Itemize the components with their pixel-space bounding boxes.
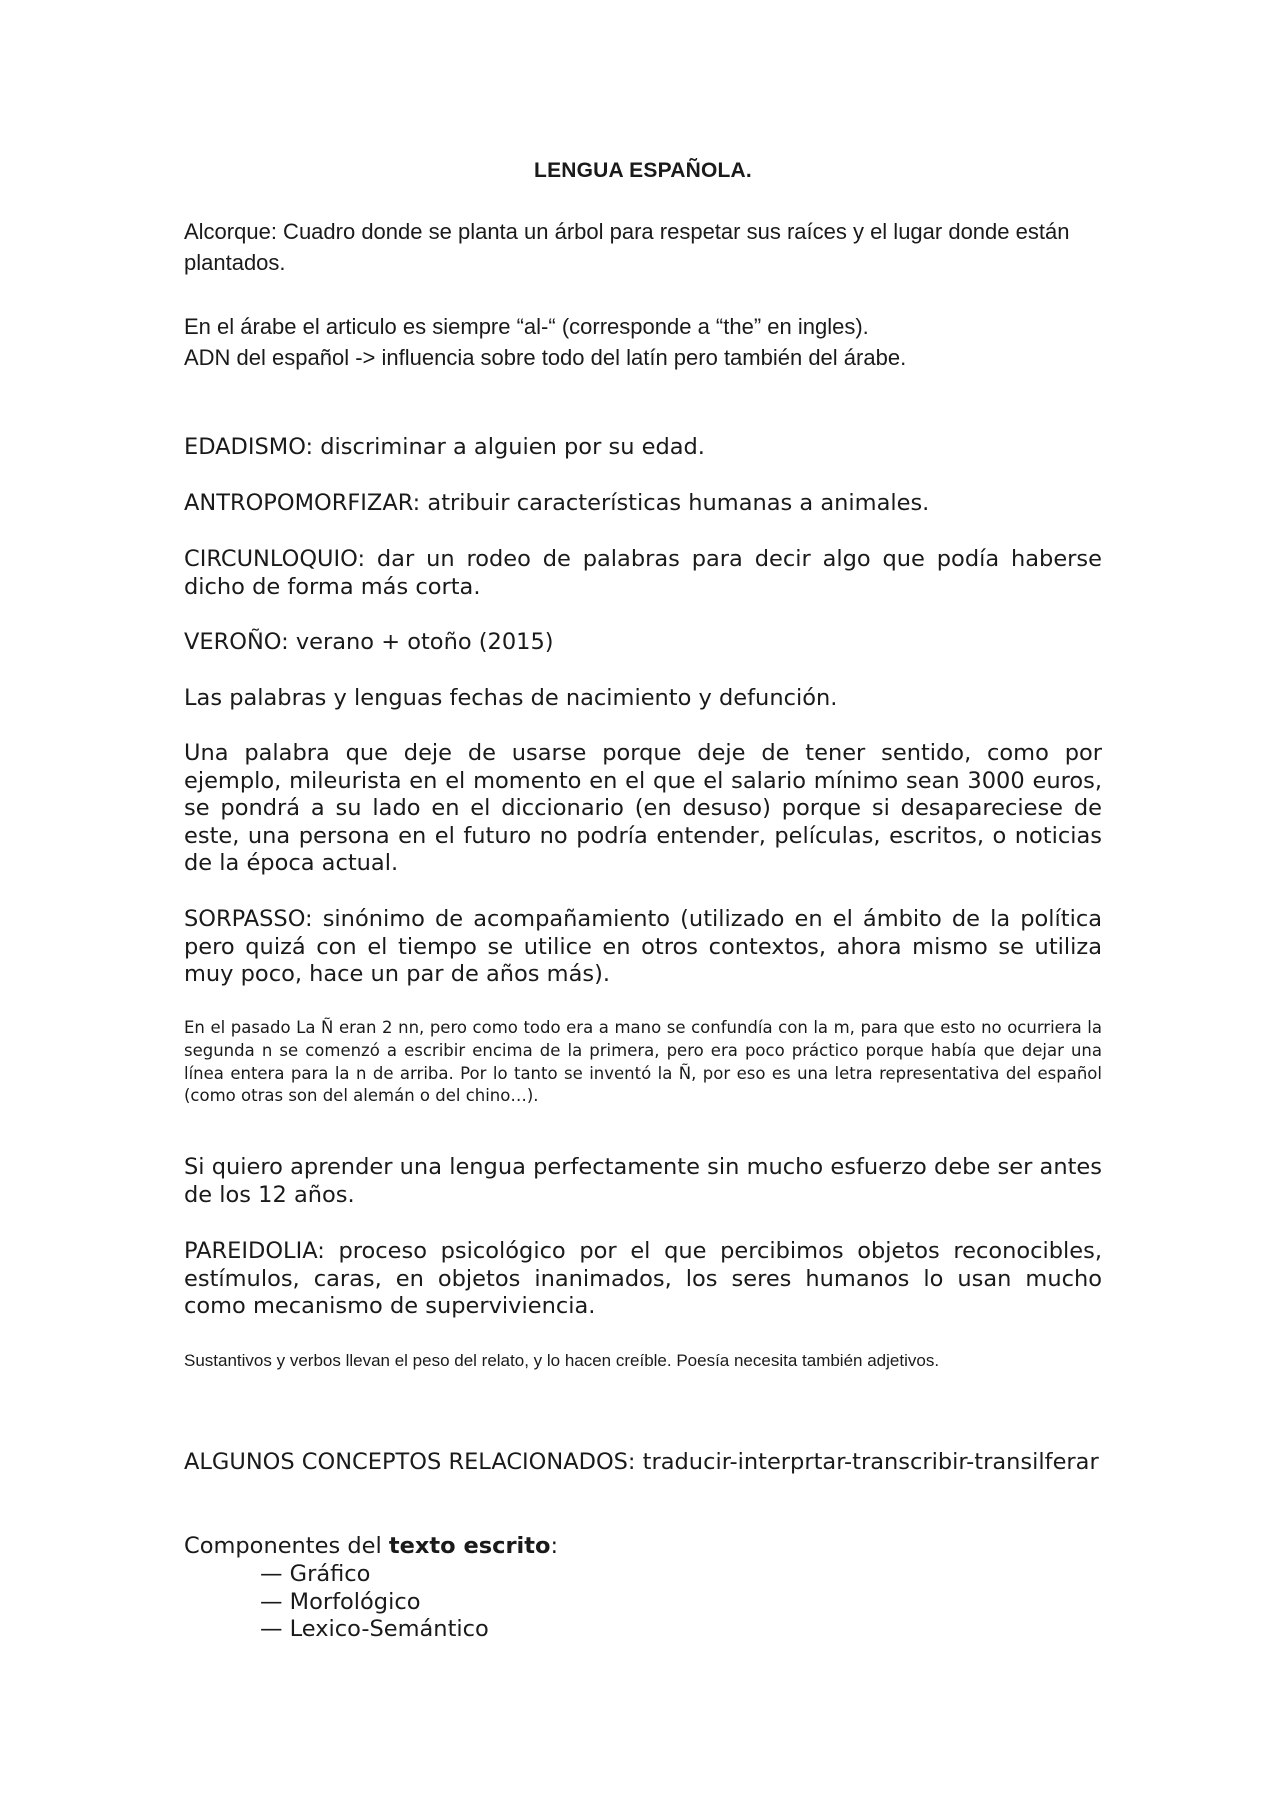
paragraph-mileurista: Una palabra que deje de usarse porque deje de tener sentido, como por ejemplo, mileurista en el momento en el que el salario mínimo sean 3000 euros, se pondrá a su lado en el diccionario (en desuso) porque si desapareciese de este, una persona en el futuro no podría entender, películas, escritos, o noticias de la época actual. xyxy=(184,740,1102,876)
document-title: LENGUA ESPAÑOLA. xyxy=(534,159,752,182)
paragraph-conceptos-relacionados: ALGUNOS CONCEPTOS RELACIONADOS: traducir-interprtar-transcribir-transilferar xyxy=(184,1449,1099,1475)
paragraph-letra-enie: En el pasado La Ñ eran 2 nn, pero como todo era a mano se confundía con la m, para que esto no ocurriera la segunda n se comenzó a escribir encima de la primera, pero era poco práctico porque había que dejar una línea entera para la n de arriba. Por lo tanto se inventó la Ñ, por eso es una letra representativa del español (como otras son del alemán o del chino…). xyxy=(184,1018,1102,1106)
list-item: — Morfológico xyxy=(260,1588,421,1615)
paragraph-verono: VEROÑO: verano + otoño (2015) xyxy=(184,629,554,655)
componentes-heading xyxy=(184,1533,1102,1561)
paragraph-circunloquio: CIRCUNLOQUIO: dar un rodeo de palabras para decir algo que podía haberse dicho de forma más corta. xyxy=(184,546,1102,600)
componentes-bold: texto escrito xyxy=(388,1533,551,1559)
paragraph-edadismo: EDADISMO: discriminar a alguien por su edad. xyxy=(184,434,705,460)
paragraph-alcorque: Alcorque: Cuadro donde se planta un árbol para respetar sus raíces y el lugar donde están plantados. xyxy=(184,219,1070,275)
paragraph-arabe-articulo: En el árabe el articulo es siempre “al-“ (corresponde a “the” en ingles). xyxy=(184,314,869,339)
document-page xyxy=(184,0,1102,1811)
componentes-list xyxy=(260,1561,489,1644)
list-item: — Lexico-Semántico xyxy=(260,1616,489,1642)
list-item: — Gráfico xyxy=(260,1561,371,1587)
componentes-prefix: Componentes del xyxy=(184,1533,389,1559)
paragraph-adn-espanol: ADN del español -> influencia sobre todo del latín pero también del árabe. xyxy=(184,345,907,370)
paragraph-pareidolia: PAREIDOLIA: proceso psicológico por el que percibimos objetos reconocibles, estímulos, caras, en objetos inanimados, los seres humanos lo usan mucho como mecanismo de superviviencia. xyxy=(184,1238,1102,1319)
paragraph-sorpasso: SORPASSO: sinónimo de acompañamiento (utilizado en el ámbito de la política pero quizá con el tiempo se utilice en otros contextos, ahora mismo se utiliza muy poco, hace un par de años más). xyxy=(184,906,1102,987)
componentes-suffix: : xyxy=(550,1533,559,1559)
paragraph-antropomorfizar: ANTROPOMORFIZAR: atribuir características humanas a animales. xyxy=(184,490,930,516)
paragraph-sustantivos-verbos: Sustantivos y verbos llevan el peso del relato, y lo hacen creíble. Poesía necesita también adjetivos. xyxy=(184,1351,940,1370)
paragraph-aprender-lengua: Si quiero aprender una lengua perfectamente sin mucho esfuerzo debe ser antes de los 12 años. xyxy=(184,1154,1102,1208)
paragraph-palabras-lenguas: Las palabras y lenguas fechas de nacimiento y defunción. xyxy=(184,685,838,711)
